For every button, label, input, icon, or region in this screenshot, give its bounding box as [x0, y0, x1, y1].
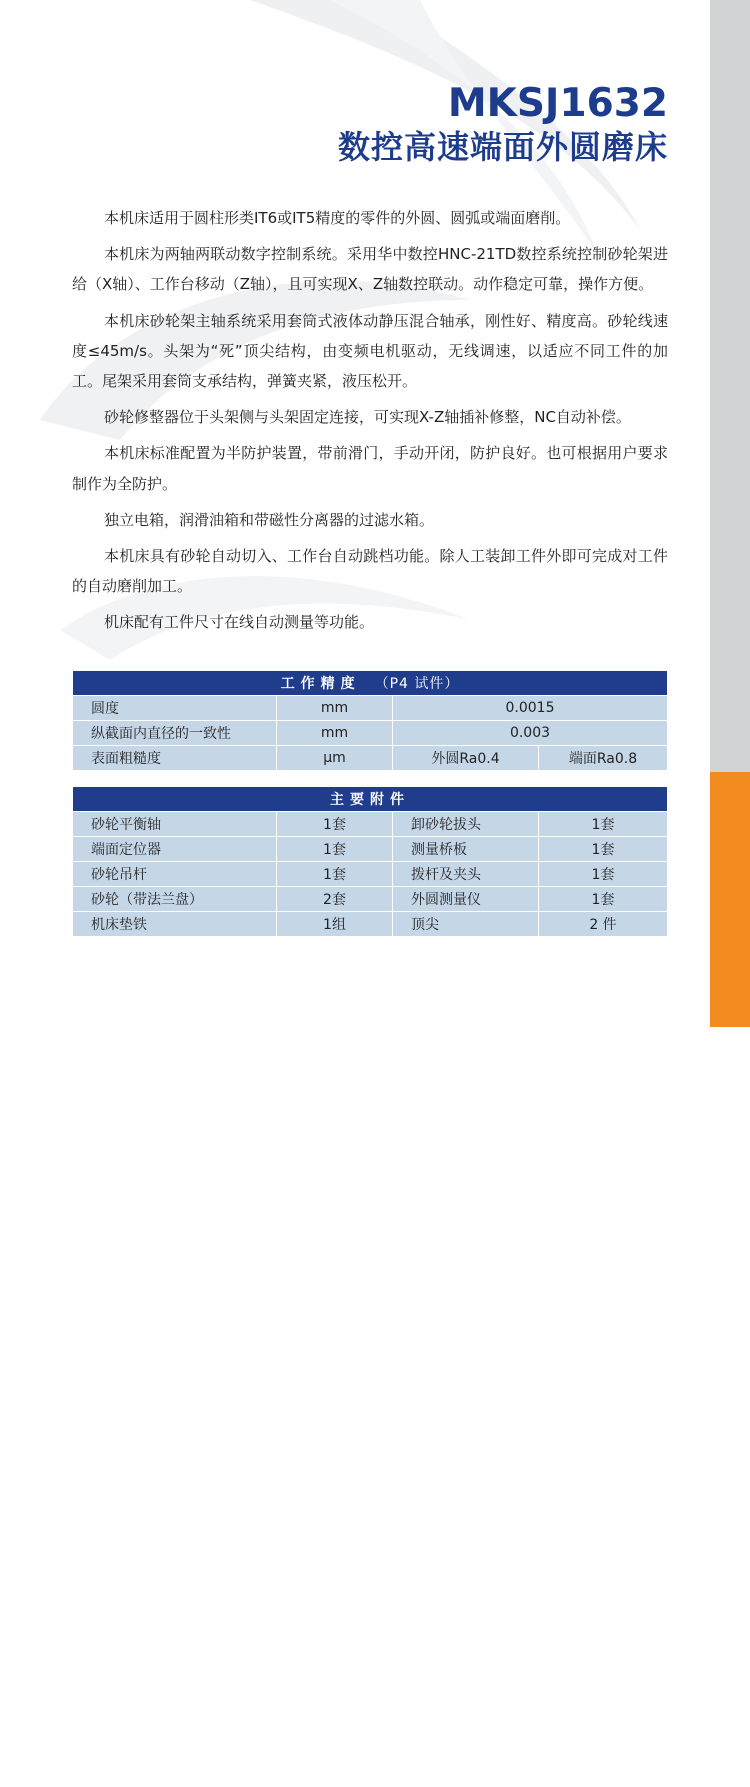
paragraph: 本机床适用于圆柱形类IT6或IT5精度的零件的外圆、圆弧或端面磨削。: [104, 209, 571, 227]
accessory-name: 拨杆及夹头: [393, 862, 539, 887]
precision-heading: [73, 671, 668, 696]
accessory-qty: 1套: [539, 837, 668, 862]
precision-unit: mm: [277, 721, 393, 746]
accessory-name: 端面定位器: [73, 837, 277, 862]
paragraph: 本机床具有砂轮自动切入、工作台自动跳档功能。除人工装卸工件外即可完成对工件的自动磨削加工。: [72, 547, 668, 596]
side-brand-bar: [710, 772, 750, 1787]
precision-value: 0.0015: [393, 696, 668, 721]
accessory-name: 卸砂轮拔头: [393, 812, 539, 837]
accessory-qty: 1套: [277, 837, 393, 862]
precision-unit: μm: [277, 746, 393, 771]
precision-value: 0.003: [393, 721, 668, 746]
accessory-name: 砂轮（带法兰盘）: [73, 887, 277, 912]
precision-header-row: [73, 671, 668, 696]
precision-table: [72, 670, 668, 771]
accessories-table: [72, 786, 668, 937]
accessory-qty: 1套: [539, 862, 668, 887]
precision-item: 表面粗糙度: [73, 746, 277, 771]
accessory-name: 砂轮平衡轴: [73, 812, 277, 837]
accessory-qty: 2 件: [539, 912, 668, 937]
table-row: [73, 887, 668, 912]
accessory-qty: 2套: [277, 887, 393, 912]
paragraph: 砂轮修整器位于头架侧与头架固定连接，可实现X-Z轴插补修整，NC自动补偿。: [104, 408, 631, 427]
accessory-name: 测量桥板: [393, 837, 539, 862]
description: [72, 203, 668, 644]
paragraph: 本机床标准配置为半防护装置，带前滑门，手动开闭，防护良好。也可根据用户要求制作为全防护。: [72, 444, 668, 493]
precision-item: 纵截面内直径的一致性: [73, 721, 277, 746]
precision-title: 工作精度: [280, 676, 361, 692]
accessory-name: 外圆测量仪: [393, 887, 539, 912]
table-row: [73, 721, 668, 746]
accessories-heading: 主要附件: [73, 787, 668, 812]
accessory-qty: 1组: [277, 912, 393, 937]
precision-subtitle: （P4 试件）: [374, 676, 460, 692]
accessory-qty: 1套: [539, 887, 668, 912]
accessory-name: 砂轮吊杆: [73, 862, 277, 887]
paragraph: 本机床为两轴两联动数字控制系统。采用华中数控HNC-21TD数控系统控制砂轮架进给（X轴）、工作台移动（Z轴），且可实现X、Z轴数控联动。动作稳定可靠，操作方便。: [72, 245, 668, 294]
side-strip: [710, 0, 750, 1787]
table-row: [73, 746, 668, 771]
precision-value: 外圆Ra0.4: [393, 746, 539, 771]
accessory-name: 顶尖: [393, 912, 539, 937]
model-number: MKSJ1632: [447, 81, 668, 126]
precision-unit: mm: [277, 696, 393, 721]
table-row: [73, 837, 668, 862]
table-row: [73, 912, 668, 937]
table-row: [73, 812, 668, 837]
precision-item: 圆度: [73, 696, 277, 721]
paragraph: 独立电箱，润滑油箱和带磁性分离器的过滤水箱。: [104, 510, 435, 529]
paragraph: 机床配有工件尺寸在线自动测量等功能。: [104, 613, 375, 632]
accessory-qty: 1套: [277, 862, 393, 887]
precision-value: 端面Ra0.8: [539, 746, 668, 771]
accessory-qty: 1套: [277, 812, 393, 837]
accessory-qty: 1套: [539, 812, 668, 837]
brand-website: www.qcgrinder.com: [714, 1464, 744, 1787]
paragraph: 本机床砂轮架主轴系统采用套筒式液体动静压混合轴承，刚性好、精度高。砂轮线速度≤45m/s。头架为“死”顶尖结构，由变频电机驱动，无线调速，以适应不同工件的加工。尾架采用套筒支承结构，弹簧夹紧，液压松开。: [72, 311, 668, 391]
table-row: [73, 862, 668, 887]
accessories-header-row: [73, 787, 668, 812]
accessory-name: 机床垫铁: [73, 912, 277, 937]
title-block: [338, 82, 668, 168]
product-name: 数控高速端面外圆磨床: [337, 128, 668, 166]
table-row: [73, 696, 668, 721]
